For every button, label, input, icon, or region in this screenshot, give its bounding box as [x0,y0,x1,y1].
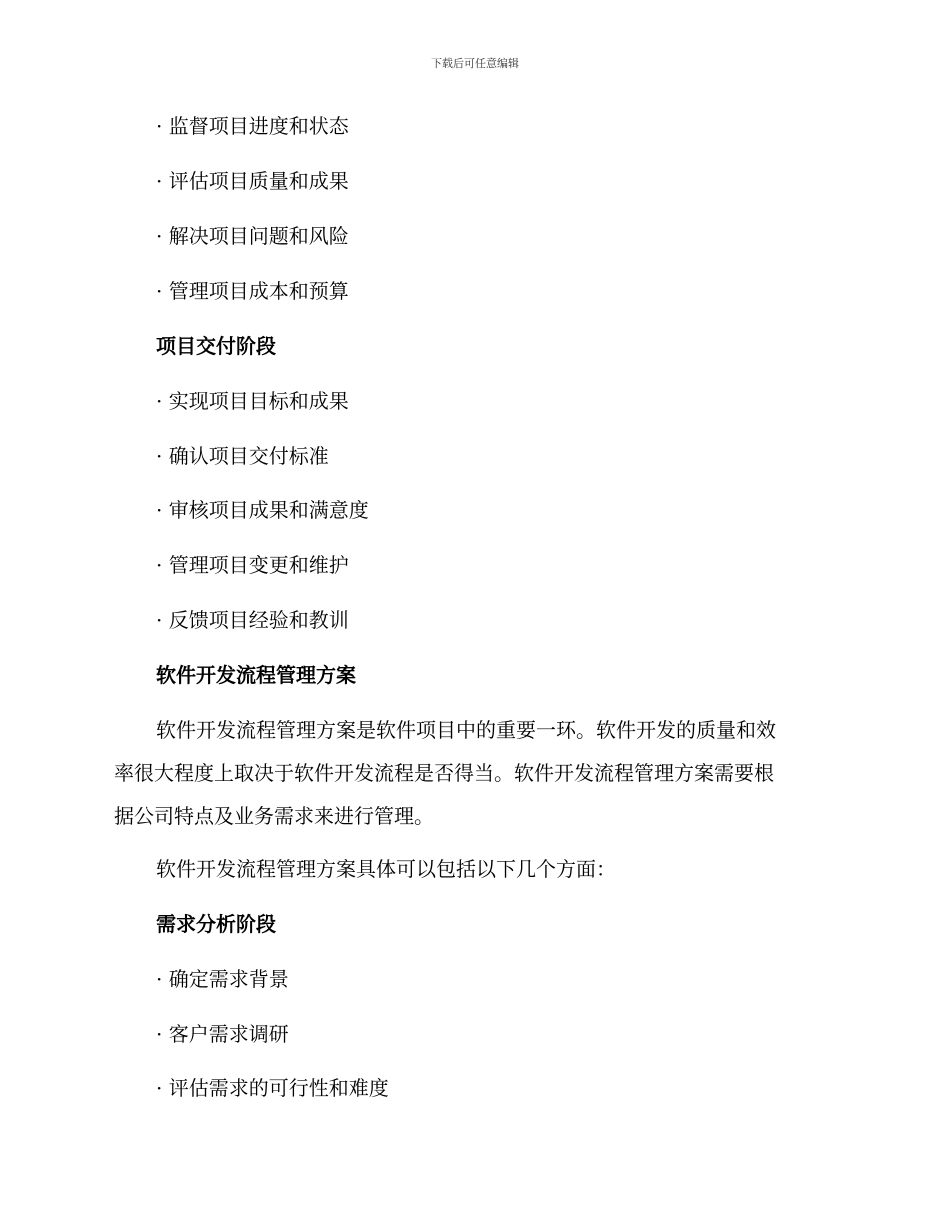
section-heading-process: 软件开发流程管理方案 [156,663,356,687]
paragraph: 软件开发流程管理方案具体可以包括以下几个方面： [156,857,616,881]
paragraph-line: 据公司特点及业务需求来进行管理。 [114,804,434,828]
list-item: · 评估项目质量和成果 [156,169,349,193]
list-item: · 监督项目进度和状态 [156,114,349,138]
list-item: · 管理项目变更和维护 [156,553,349,577]
list-item: · 实现项目目标和成果 [156,389,349,413]
section-heading-requirements: 需求分析阶段 [156,912,276,936]
list-item: · 解决项目问题和风险 [156,224,349,248]
list-item: · 管理项目成本和预算 [156,279,349,303]
list-item: · 确认项目交付标准 [156,444,329,468]
header-note: 下载后可任意编辑 [431,57,519,70]
list-item: · 评估需求的可行性和难度 [156,1076,389,1100]
list-item: · 审核项目成果和满意度 [156,498,369,522]
list-item: · 客户需求调研 [156,1022,289,1046]
paragraph-line: 软件开发流程管理方案是软件项目中的重要一环。软件开发的质量和效 [156,718,776,742]
section-heading-delivery: 项目交付阶段 [156,334,276,358]
paragraph-line: 率很大程度上取决于软件开发流程是否得当。软件开发流程管理方案需要根 [114,761,774,785]
list-item: · 反馈项目经验和教训 [156,608,349,632]
list-item: · 确定需求背景 [156,967,289,991]
